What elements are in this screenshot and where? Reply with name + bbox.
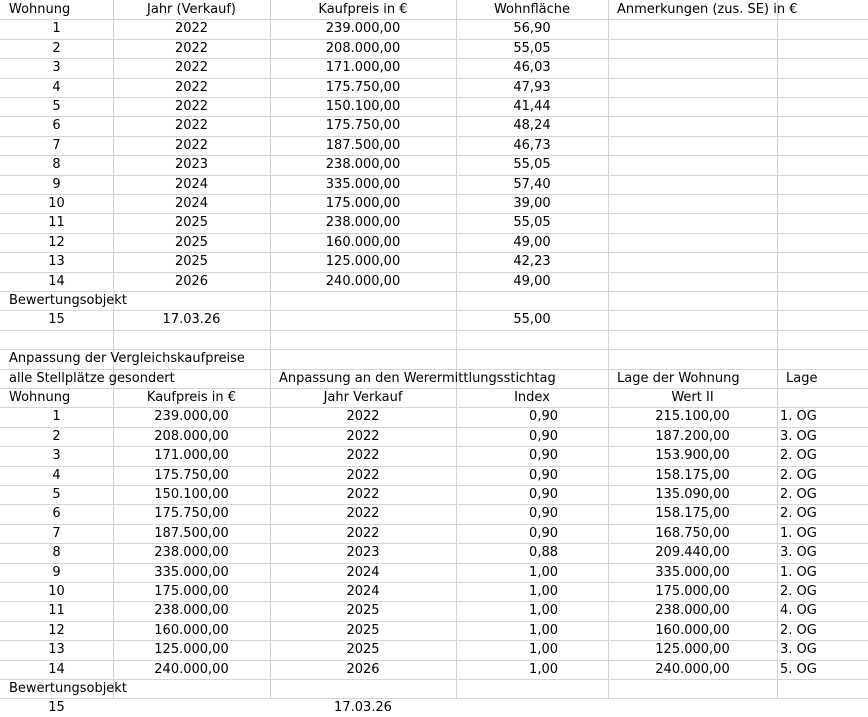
cell-wohnung[interactable]: 2	[52, 429, 61, 444]
cell-wert[interactable]: 153.900,00	[655, 448, 730, 463]
cell-bewertungsobjekt-label-2[interactable]: Bewertungsobjekt	[9, 681, 127, 696]
cell-wert[interactable]: 335.000,00	[655, 565, 730, 580]
cell-jahr[interactable]: 2022	[174, 80, 209, 95]
cell-wohnflaeche[interactable]: 57,40	[513, 177, 551, 192]
cell-wohnflaeche[interactable]: 55,05	[513, 41, 551, 56]
cell-wohnflaeche[interactable]: 55,05	[513, 215, 551, 230]
cell-wohnung[interactable]: 2	[52, 41, 61, 56]
header-cell-wert-2[interactable]: Wert II	[671, 390, 714, 405]
cell-wohnung[interactable]: 7	[52, 526, 61, 541]
cell-kaufpreis[interactable]: 208.000,00	[154, 429, 229, 444]
cell-kaufpreis[interactable]: 125.000,00	[325, 254, 401, 269]
cell-lage[interactable]: 2. OG	[780, 487, 817, 502]
cell-jahr[interactable]: 2022	[174, 60, 209, 75]
cell-wohnflaeche[interactable]: 47,93	[513, 80, 551, 95]
cell-kaufpreis[interactable]: 175.750,00	[154, 506, 229, 521]
cell-jahr[interactable]: 2025	[174, 235, 209, 250]
cell-jahr[interactable]: 2022	[174, 118, 209, 133]
cell-wohnung[interactable]: 6	[52, 506, 61, 521]
cell-wohnung[interactable]: 5	[52, 99, 61, 114]
cell-kaufpreis[interactable]: 240.000,00	[325, 274, 401, 289]
cell-kaufpreis[interactable]: 175.750,00	[325, 118, 401, 133]
cell-kaufpreis[interactable]: 125.000,00	[154, 642, 229, 657]
cell-kaufpreis[interactable]: 238.000,00	[154, 545, 229, 560]
cell-wohnung[interactable]: 14	[48, 274, 65, 289]
cell-wert[interactable]: 240.000,00	[655, 662, 730, 677]
cell-wohnflaeche[interactable]: 46,03	[513, 60, 551, 75]
cell-kaufpreis[interactable]: 187.500,00	[154, 526, 229, 541]
cell-jahr[interactable]: 2022	[346, 526, 380, 541]
cell-jahr[interactable]: 2022	[346, 468, 380, 483]
cell-lage[interactable]: 3. OG	[780, 429, 817, 444]
cell-wohnflaeche[interactable]: 42,23	[513, 254, 551, 269]
cell-wohnflaeche[interactable]: 39,00	[513, 196, 551, 211]
grid-row-line	[0, 330, 868, 331]
cell-index[interactable]: 0,90	[529, 468, 558, 483]
cell-wohnung[interactable]: 4	[52, 468, 61, 483]
cell-wert[interactable]: 187.200,00	[655, 429, 730, 444]
cell-jahr[interactable]: 2022	[346, 409, 380, 424]
cell-wohnung[interactable]: 4	[52, 80, 61, 95]
cell-lage[interactable]: 5. OG	[780, 662, 817, 677]
cell-wert[interactable]: 135.090,00	[655, 487, 730, 502]
cell-jahr[interactable]: 2025	[346, 642, 380, 657]
cell-index[interactable]: 1,00	[529, 642, 558, 657]
cell-index[interactable]: 0,90	[529, 487, 558, 502]
cell-wohnung[interactable]: 3	[52, 60, 61, 75]
cell-lage[interactable]: 2. OG	[780, 506, 817, 521]
cell-lage[interactable]: 3. OG	[780, 642, 817, 657]
cell-index[interactable]: 0,90	[529, 506, 558, 521]
cell-jahr[interactable]: 2025	[346, 623, 380, 638]
cell-wert[interactable]: 215.100,00	[655, 409, 730, 424]
cell-wohnflaeche[interactable]: 55,05	[513, 157, 551, 172]
cell-wohnung[interactable]: 11	[48, 603, 65, 618]
cell-lage[interactable]: 1. OG	[780, 565, 817, 580]
cell-anpassung-title[interactable]: Anpassung der Vergleichskaufpreise	[9, 351, 245, 366]
cell-jahr[interactable]: 2024	[174, 196, 209, 211]
cell-lage[interactable]: 2. OG	[780, 623, 817, 638]
cell-wohnung[interactable]: 13	[48, 642, 65, 657]
cell-index[interactable]: 1,00	[529, 584, 558, 599]
header-cell-jahr-verkauf-2[interactable]: Jahr Verkauf	[323, 390, 403, 405]
cell-index[interactable]: 0,90	[529, 429, 558, 444]
cell-index[interactable]: 0,90	[529, 409, 558, 424]
cell-jahr[interactable]: 2024	[346, 565, 380, 580]
cell-wohnung[interactable]: 14	[48, 662, 65, 677]
cell-kaufpreis[interactable]: 240.000,00	[154, 662, 229, 677]
cell-jahr[interactable]: 2024	[174, 177, 209, 192]
cell-wert[interactable]: 125.000,00	[655, 642, 730, 657]
cell-wohnung[interactable]: 9	[52, 177, 61, 192]
cell-lage[interactable]: 2. OG	[780, 448, 817, 463]
cell-jahr[interactable]: 2022	[174, 99, 209, 114]
cell-wohnung[interactable]: 7	[52, 138, 61, 153]
cell-wert[interactable]: 168.750,00	[655, 526, 730, 541]
cell-jahr[interactable]: 2022	[346, 429, 380, 444]
cell-wohnung[interactable]: 11	[48, 215, 65, 230]
header-cell-wohnung-2[interactable]: Wohnung	[9, 390, 71, 405]
cell-jahr[interactable]: 2024	[346, 584, 380, 599]
cell-lage[interactable]: 1. OG	[780, 526, 817, 541]
cell-wert[interactable]: 158.175,00	[655, 506, 730, 521]
cell-subject-wohnung[interactable]: 15	[48, 312, 65, 327]
cell-anpassung-stichtag[interactable]: Anpassung an den Werermittlungsstichtag	[279, 371, 556, 386]
cell-kaufpreis[interactable]: 160.000,00	[325, 235, 401, 250]
cell-kaufpreis[interactable]: 238.000,00	[154, 603, 229, 618]
cell-jahr[interactable]: 2026	[174, 274, 209, 289]
cell-kaufpreis[interactable]: 239.000,00	[325, 21, 401, 36]
cell-kaufpreis[interactable]: 175.750,00	[325, 80, 401, 95]
cell-wohnung[interactable]: 1	[52, 409, 61, 424]
cell-index[interactable]: 0,88	[529, 545, 558, 560]
cell-jahr[interactable]: 2022	[174, 21, 209, 36]
cell-lage[interactable]: 4. OG	[780, 603, 817, 618]
cell-wohnung[interactable]: 5	[52, 487, 61, 502]
header-cell-jahr-verkauf[interactable]: Jahr (Verkauf)	[147, 2, 236, 17]
cell-lage[interactable]: 3. OG	[780, 545, 817, 560]
cell-wohnung[interactable]: 9	[52, 565, 61, 580]
cell-kaufpreis[interactable]: 171.000,00	[154, 448, 229, 463]
cell-subject-date[interactable]: 17.03.26	[162, 312, 221, 327]
header-cell-wohnung[interactable]: Wohnung	[9, 2, 71, 17]
cell-kaufpreis[interactable]: 150.100,00	[154, 487, 229, 502]
cell-wert[interactable]: 158.175,00	[655, 468, 730, 483]
cell-index[interactable]: 1,00	[529, 662, 558, 677]
cell-kaufpreis[interactable]: 239.000,00	[154, 409, 229, 424]
cell-lage-wohnung-header[interactable]: Lage der Wohnung	[617, 371, 740, 386]
header-cell-kaufpreis-2[interactable]: Kaufpreis in €	[146, 390, 237, 405]
cell-kaufpreis[interactable]: 238.000,00	[325, 157, 401, 172]
cell-wohnflaeche[interactable]: 56,90	[513, 21, 551, 36]
cell-wert[interactable]: 238.000,00	[655, 603, 730, 618]
cell-index[interactable]: 1,00	[529, 565, 558, 580]
cell-wohnung[interactable]: 10	[48, 584, 65, 599]
cell-wohnflaeche[interactable]: 49,00	[513, 274, 551, 289]
cell-index[interactable]: 0,90	[529, 526, 558, 541]
cell-lage-header[interactable]: Lage	[786, 371, 818, 386]
header-cell-index[interactable]: Index	[514, 390, 550, 405]
cell-wert[interactable]: 209.440,00	[655, 545, 730, 560]
cell-kaufpreis[interactable]: 335.000,00	[325, 177, 401, 192]
cell-lage[interactable]: 2. OG	[780, 584, 817, 599]
cell-index[interactable]: 0,90	[529, 448, 558, 463]
cell-kaufpreis[interactable]: 175.750,00	[154, 468, 229, 483]
cell-wert[interactable]: 175.000,00	[655, 584, 730, 599]
header-cell-anmerkungen[interactable]: Anmerkungen (zus. SE) in €	[617, 2, 798, 17]
cell-jahr[interactable]: 2023	[346, 545, 380, 560]
header-cell-kaufpreis[interactable]: Kaufpreis in €	[318, 2, 408, 17]
cell-wohnflaeche[interactable]: 48,24	[513, 118, 551, 133]
cell-jahr[interactable]: 2022	[346, 448, 380, 463]
cell-wohnung[interactable]: 3	[52, 448, 61, 463]
cell-wohnung[interactable]: 10	[48, 196, 65, 211]
cell-jahr[interactable]: 2023	[174, 157, 209, 172]
cell-jahr[interactable]: 2026	[346, 662, 380, 677]
cell-index[interactable]: 1,00	[529, 623, 558, 638]
cell-wohnung[interactable]: 13	[48, 254, 65, 269]
cell-jahr[interactable]: 2022	[346, 487, 380, 502]
cell-wohnflaeche[interactable]: 49,00	[513, 235, 551, 250]
cell-wohnung[interactable]: 8	[52, 545, 61, 560]
cell-kaufpreis[interactable]: 187.500,00	[325, 138, 401, 153]
cell-lage[interactable]: 1. OG	[780, 409, 817, 424]
cell-wohnung[interactable]: 8	[52, 157, 61, 172]
cell-wohnflaeche[interactable]: 41,44	[513, 99, 551, 114]
cell-jahr[interactable]: 2022	[346, 506, 380, 521]
cell-wohnung[interactable]: 12	[48, 623, 65, 638]
cell-stellplaetze-note[interactable]: alle Stellplätze gesondert	[9, 371, 175, 386]
cell-kaufpreis[interactable]: 175.000,00	[154, 584, 229, 599]
cell-kaufpreis[interactable]: 175.000,00	[325, 196, 401, 211]
cell-subject-date-2[interactable]: 17.03.26	[334, 700, 392, 715]
cell-bewertungsobjekt-label[interactable]: Bewertungsobjekt	[9, 293, 127, 308]
cell-wert[interactable]: 160.000,00	[655, 623, 730, 638]
cell-jahr[interactable]: 2025	[174, 254, 209, 269]
cell-kaufpreis[interactable]: 160.000,00	[154, 623, 229, 638]
cell-kaufpreis[interactable]: 238.000,00	[325, 215, 401, 230]
cell-jahr[interactable]: 2025	[346, 603, 380, 618]
cell-jahr[interactable]: 2025	[174, 215, 209, 230]
cell-index[interactable]: 1,00	[529, 603, 558, 618]
cell-kaufpreis[interactable]: 208.000,00	[325, 41, 401, 56]
cell-jahr[interactable]: 2022	[174, 41, 209, 56]
cell-wohnung[interactable]: 1	[52, 21, 61, 36]
cell-jahr[interactable]: 2022	[174, 138, 209, 153]
cell-wohnung[interactable]: 12	[48, 235, 65, 250]
cell-kaufpreis[interactable]: 335.000,00	[154, 565, 229, 580]
cell-wohnflaeche[interactable]: 46,73	[513, 138, 551, 153]
cell-subject-wohnung-2[interactable]: 15	[48, 700, 65, 715]
cell-subject-wohnflaeche[interactable]: 55,00	[513, 312, 551, 327]
cell-kaufpreis[interactable]: 171.000,00	[325, 60, 401, 75]
cell-kaufpreis[interactable]: 150.100,00	[325, 99, 401, 114]
header-cell-wohnflaeche[interactable]: Wohnfläche	[493, 2, 571, 17]
cell-wohnung[interactable]: 6	[52, 118, 61, 133]
cell-lage[interactable]: 2. OG	[780, 468, 817, 483]
